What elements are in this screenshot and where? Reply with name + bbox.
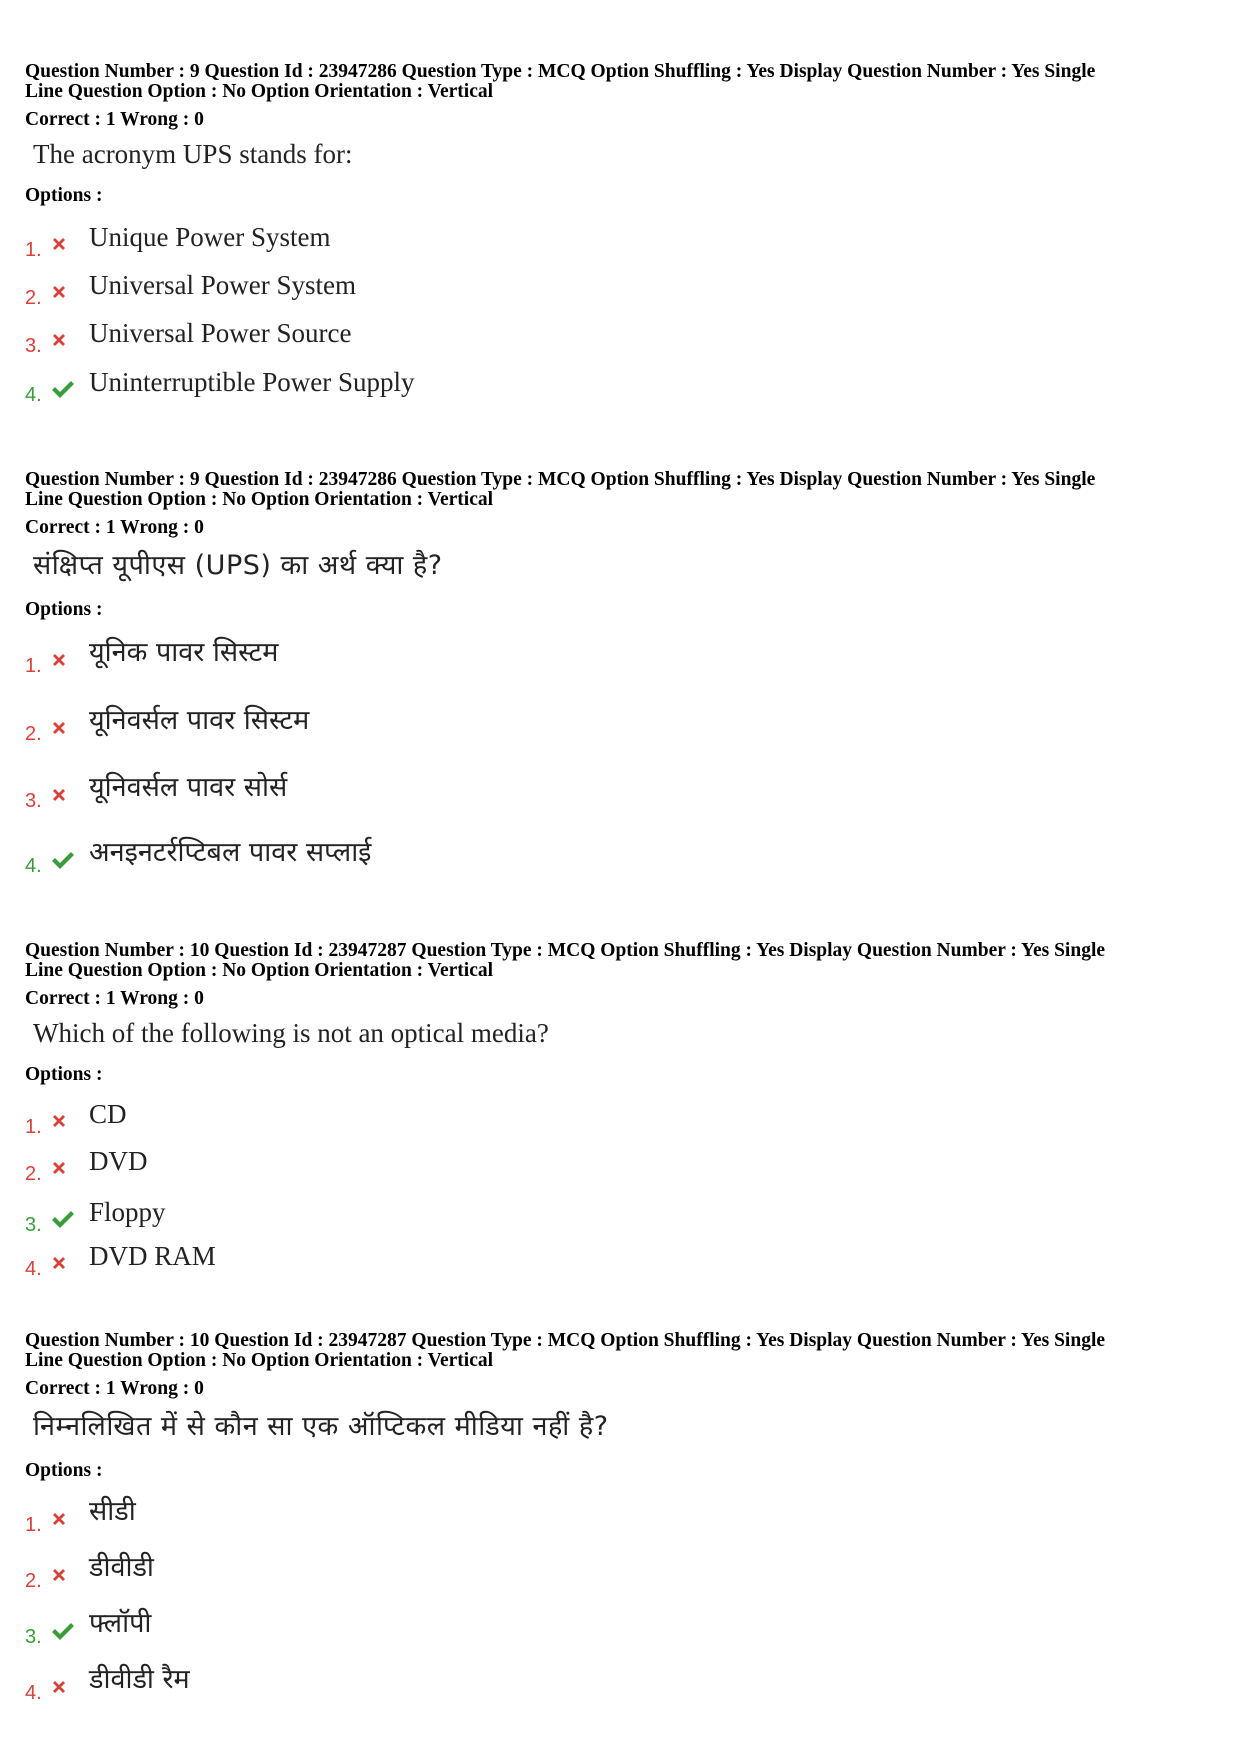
option-text: Uninterruptible Power Supply	[89, 367, 415, 397]
question-block-2	[25, 469, 1220, 877]
option-number: 1.	[25, 239, 42, 261]
option-number: 3.	[25, 1626, 42, 1648]
option-text: Universal Power System	[89, 270, 356, 300]
option-number: 2.	[25, 1163, 42, 1185]
option-item	[25, 1497, 136, 1537]
question-text: Which of the following is not an optical media?	[33, 1018, 549, 1048]
option-text: यूनिवर्सल पावर सोर्स	[89, 772, 288, 803]
option-text: Floppy	[89, 1197, 166, 1227]
option-item	[25, 1146, 148, 1186]
cross-icon	[49, 1675, 83, 1705]
question-meta-line: Question Number : 9 Question Id : 23947286 Question Type : MCQ Option Shuffling : Yes Display Question Number : Yes Single	[25, 469, 1096, 490]
correct-wrong-marks: Correct : 1 Wrong : 0	[25, 109, 204, 130]
cross-icon	[49, 1563, 83, 1593]
option-number: 1.	[25, 1116, 42, 1138]
option-text: फ्लॉपी	[89, 1608, 152, 1639]
check-icon	[49, 848, 83, 878]
option-text: यूनिवर्सल पावर सिस्टम	[89, 705, 310, 736]
option-number: 2.	[25, 287, 42, 309]
option-number: 4.	[25, 855, 42, 877]
question-meta-line: Line Question Option : No Option Orientation : Vertical	[25, 81, 494, 102]
option-item	[25, 1553, 154, 1593]
option-item	[25, 1241, 216, 1281]
option-number: 2.	[25, 1570, 42, 1592]
option-number: 3.	[25, 790, 42, 812]
option-number: 3.	[25, 1214, 42, 1236]
question-meta-line: Question Number : 9 Question Id : 23947286 Question Type : MCQ Option Shuffling : Yes Display Question Number : Yes Single	[25, 61, 1096, 82]
question-text: संक्षिप्त यूपीएस (UPS) का अर्थ क्या है?	[33, 550, 443, 581]
option-item	[25, 270, 356, 310]
option-text: डीवीडी	[89, 1552, 154, 1583]
option-item	[25, 318, 351, 358]
option-text: Unique Power System	[89, 222, 331, 252]
cross-icon	[49, 1156, 83, 1186]
cross-icon	[49, 783, 83, 813]
option-number: 1.	[25, 1514, 42, 1536]
question-text: निम्नलिखित में से कौन सा एक ऑप्टिकल मीडिया नहीं है?	[33, 1411, 609, 1442]
cross-icon	[49, 232, 83, 262]
option-text: DVD	[89, 1146, 148, 1176]
question-block-4	[25, 1330, 1220, 1704]
options-label: Options :	[25, 1064, 103, 1085]
option-item	[25, 367, 414, 407]
option-number: 4.	[25, 1258, 42, 1280]
option-item	[25, 638, 278, 678]
option-item	[25, 222, 330, 262]
option-text: डीवीडी रैम	[89, 1664, 190, 1695]
question-meta-line: Question Number : 10 Question Id : 23947287 Question Type : MCQ Option Shuffling : Yes Display Question Number : Yes Single	[25, 1330, 1106, 1351]
option-text: सीडी	[89, 1496, 136, 1527]
correct-wrong-marks: Correct : 1 Wrong : 0	[25, 988, 204, 1009]
option-text: CD	[89, 1099, 127, 1129]
option-number: 3.	[25, 335, 42, 357]
option-number: 4.	[25, 384, 42, 406]
option-text: यूनिक पावर सिस्टम	[89, 637, 279, 668]
options-label: Options :	[25, 185, 103, 206]
cross-icon	[49, 716, 83, 746]
question-meta-line: Line Question Option : No Option Orientation : Vertical	[25, 960, 494, 981]
option-number: 2.	[25, 723, 42, 745]
option-number: 4.	[25, 1682, 42, 1704]
cross-icon	[49, 328, 83, 358]
option-text: Universal Power Source	[89, 318, 352, 348]
check-icon	[49, 1619, 83, 1649]
option-item	[25, 1099, 127, 1139]
question-meta-line: Line Question Option : No Option Orientation : Vertical	[25, 489, 494, 510]
correct-wrong-marks: Correct : 1 Wrong : 0	[25, 517, 204, 538]
correct-wrong-marks: Correct : 1 Wrong : 0	[25, 1378, 204, 1399]
check-icon	[49, 1207, 83, 1237]
question-block-3	[25, 940, 1220, 1280]
option-item	[25, 773, 287, 813]
option-number: 1.	[25, 655, 42, 677]
check-icon	[49, 377, 83, 407]
question-meta-line: Line Question Option : No Option Orientation : Vertical	[25, 1350, 494, 1371]
option-item	[25, 1609, 151, 1649]
question-text: The acronym UPS stands for:	[33, 139, 353, 169]
question-meta-line: Question Number : 10 Question Id : 23947287 Question Type : MCQ Option Shuffling : Yes Display Question Number : Yes Single	[25, 940, 1106, 961]
cross-icon	[49, 1109, 83, 1139]
cross-icon	[49, 1507, 83, 1537]
option-item	[25, 838, 371, 878]
options-label: Options :	[25, 599, 103, 620]
option-item	[25, 1665, 190, 1705]
option-item	[25, 1197, 166, 1237]
question-block-1	[25, 61, 1220, 406]
option-item	[25, 706, 309, 746]
cross-icon	[49, 280, 83, 310]
cross-icon	[49, 1251, 83, 1281]
options-label: Options :	[25, 1460, 103, 1481]
option-text: अनइनटर्रप्टिबल पावर सप्लाई	[89, 837, 372, 868]
option-text: DVD RAM	[89, 1241, 216, 1271]
cross-icon	[49, 648, 83, 678]
